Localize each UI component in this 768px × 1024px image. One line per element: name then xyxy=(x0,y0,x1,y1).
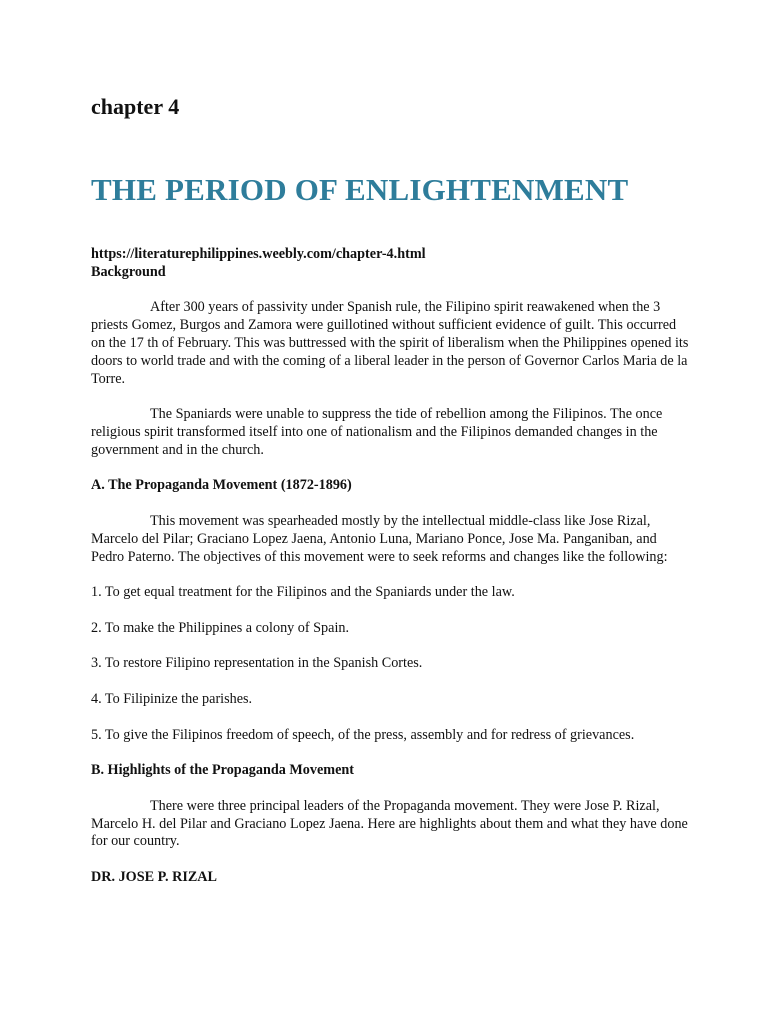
list-item: 1. To get equal treatment for the Filipinos and the Spaniards under the law. xyxy=(91,584,515,601)
page-title: THE PERIOD OF ENLIGHTENMENT xyxy=(91,172,629,207)
document-body xyxy=(91,246,691,904)
background-heading: Background xyxy=(91,263,166,280)
section-b-heading: B. Highlights of the Propaganda Movement xyxy=(91,762,355,779)
paragraph: The Spaniards were unable to suppress the tide of rebellion among the Filipinos. The once religious spirit transformed itself into one of nationalism and the Filipinos demanded changes in the government and in the church. xyxy=(91,406,663,458)
source-link[interactable]: https://literaturephilippines.weebly.com/chapter-4.html xyxy=(91,246,426,262)
list-item: 3. To restore Filipino representation in the Spanish Cortes. xyxy=(91,655,423,672)
list-item: 2. To make the Philippines a colony of Spain. xyxy=(91,619,350,636)
chapter-label: chapter 4 xyxy=(91,94,180,119)
list-item: 4. To Filipinize the parishes. xyxy=(91,690,253,707)
paragraph: After 300 years of passivity under Spanish rule, the Filipino spirit reawakened when the 3 priests Gomez, Burgos and Zamora were guillotined without sufficient evidence of guilt. This occurred on the 17 th of February. This was buttressed with the spirit of liberalism when the Philippines opened its doors to world trade and with the coming of a liberal leader in the person of Governor Carlos Maria de la Torre. xyxy=(91,299,689,387)
section-a-heading: A. The Propaganda Movement (1872-1896) xyxy=(91,477,352,494)
section-a-intro: This movement was spearheaded mostly by the intellectual middle-class like Jose Rizal, Marcelo del Pilar; Graciano Lopez Jaena, Antonio Luna, Mariano Ponce, Jose Ma. Panganiban, and Pedro Paterno. The objectives of this movement were to seek reforms and changes like the following: xyxy=(91,512,668,565)
list-item: 5. To give the Filipinos freedom of speech, of the press, assembly and for redress of grievances. xyxy=(91,726,635,743)
subheading-rizal: DR. JOSE P. RIZAL xyxy=(91,868,218,885)
section-b-intro: There were three principal leaders of the Propaganda movement. They were Jose P. Rizal, Marcelo H. del Pilar and Graciano Lopez Jaena. Here are highlights about them and what they have done for our country. xyxy=(91,797,688,850)
